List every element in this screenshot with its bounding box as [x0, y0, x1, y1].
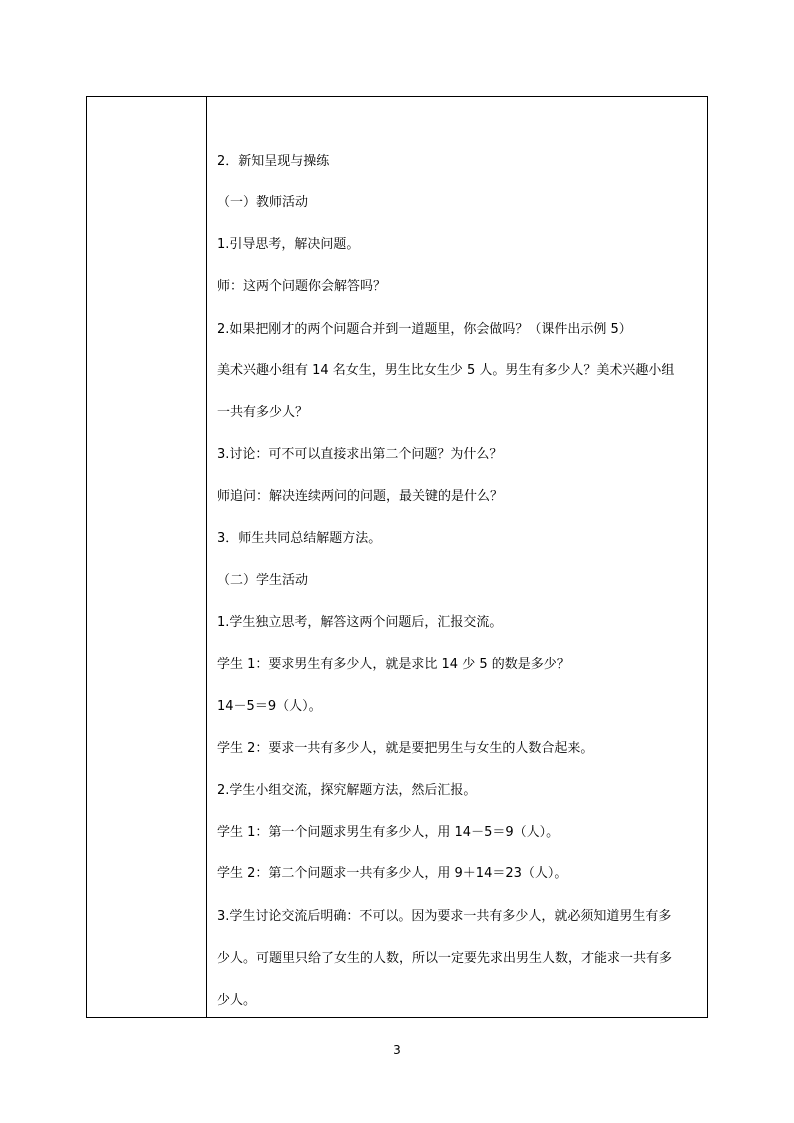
- text-line: 3．师生共同总结解题方法。: [217, 531, 382, 546]
- text-line: 1.学生独立思考，解答这两个问题后，汇报交流。: [217, 615, 503, 630]
- text-line: 师：这两个问题你会解答吗？: [217, 279, 387, 294]
- text-line: 1.引导思考，解决问题。: [217, 237, 360, 252]
- page-number: 3: [393, 1043, 401, 1057]
- text-line: 3.讨论：可不可以直接求出第二个问题？为什么？: [217, 447, 503, 462]
- text-line: 3.学生讨论交流后明确：不可以。因为要求一共有多少人，就必须知道男生有多: [217, 909, 672, 924]
- text-line: （一）教师活动: [217, 195, 309, 210]
- text-line: 2.如果把刚才的两个问题合并到一道题里，你会做吗？（课件出示例 5）: [217, 322, 632, 337]
- text-line: 学生 2：第二个问题求一共有多少人，用 9＋14＝23（人）。: [217, 866, 568, 881]
- text-line: 学生 1：第一个问题求男生有多少人，用 14－5＝9（人）。: [217, 825, 560, 840]
- left-column-cell: [87, 97, 207, 1017]
- text-line: 2.学生小组交流，探究解题方法，然后汇报。: [217, 783, 477, 798]
- content-table: [86, 96, 708, 1018]
- text-line: 学生 1：要求男生有多少人，就是求比 14 少 5 的数是多少？: [217, 657, 570, 672]
- text-line: 少人。: [217, 993, 257, 1008]
- text-line: 师追问：解决连续两问的问题，最关键的是什么？: [217, 489, 504, 504]
- text-line: （二）学生活动: [217, 573, 309, 588]
- text-line: 少人。可题里只给了女生的人数，所以一定要先求出男生人数，才能求一共有多: [217, 951, 673, 966]
- text-line: 14－5＝9（人）。: [217, 699, 322, 714]
- right-column-cell: [208, 97, 707, 1017]
- text-line: 美术兴趣小组有 14 名女生，男生比女生少 5 人。男生有多少人？美术兴趣小组: [217, 363, 675, 378]
- text-line: 2．新知呈现与操练: [217, 154, 330, 169]
- text-line: 学生 2：要求一共有多少人，就是要把男生与女生的人数合起来。: [217, 741, 594, 756]
- text-line: 一共有多少人？: [217, 405, 309, 420]
